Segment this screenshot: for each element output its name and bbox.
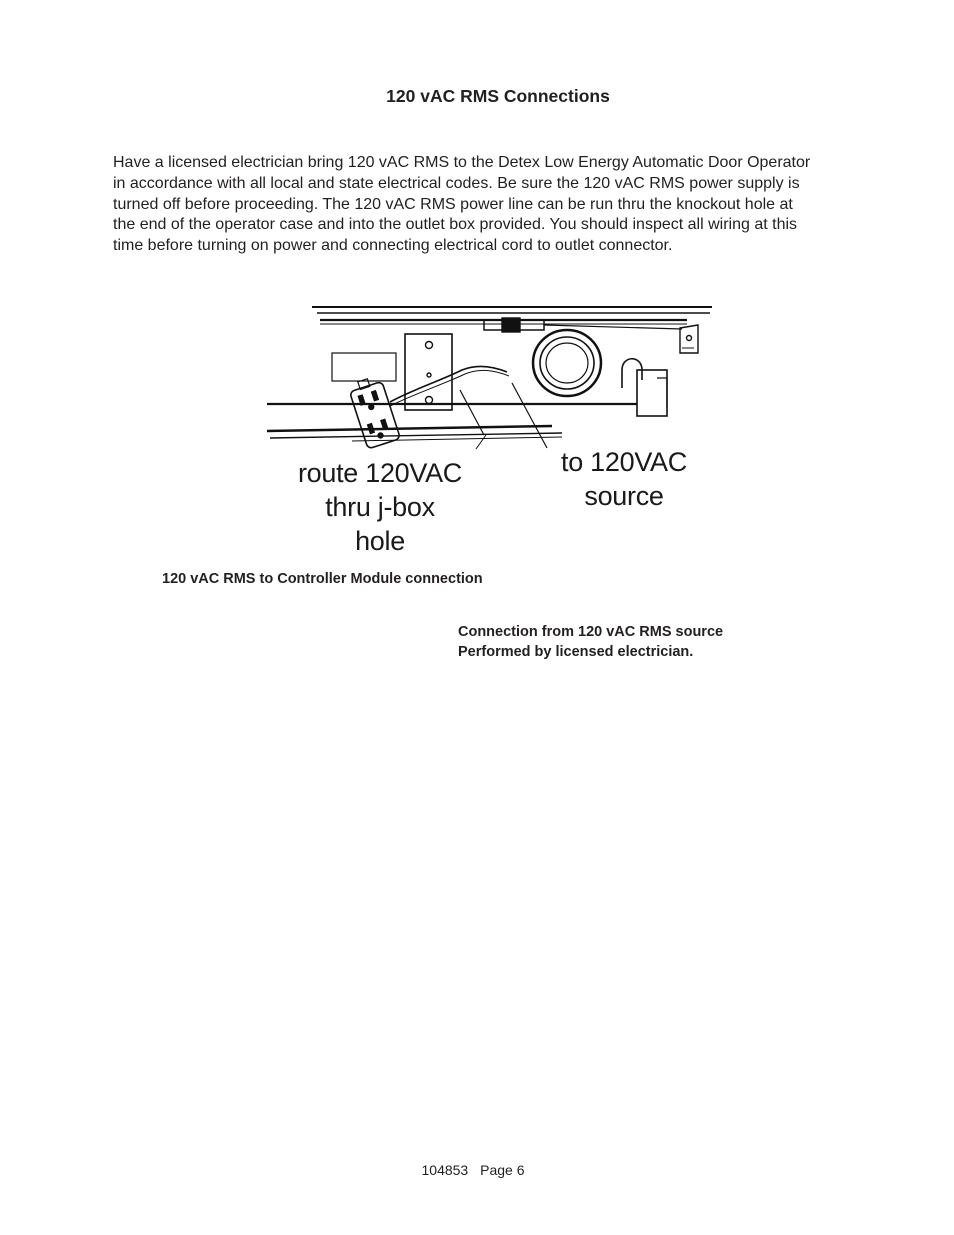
instructions-paragraph: [113, 153, 873, 257]
operator-wiring-illustration: [262, 300, 722, 450]
outlet-receptacle: [347, 375, 400, 449]
page-title: 120 vAC RMS Connections: [386, 86, 610, 106]
paragraph-line: turned off before proceeding. The 120 vAC RMS power line can be run thru the knockout hole at: [113, 195, 793, 213]
paragraph-line: in accordance with all local and state electrical codes. Be sure the 120 vAC RMS power supply is: [113, 174, 800, 192]
callout-line: to 120VAC: [561, 447, 687, 477]
note-line: Connection from 120 vAC RMS source: [458, 624, 724, 640]
coiled-cable: [533, 330, 601, 396]
electrician-note: [458, 623, 723, 662]
paragraph-line: the end of the operator case and into the outlet box provided. You should inspect all wiring at this: [113, 216, 798, 234]
page-footer: [0, 1162, 946, 1178]
figure-caption: 120 vAC RMS to Controller Module connection: [162, 571, 483, 587]
callout-line: source: [584, 481, 664, 511]
callout-line: route 120VAC: [297, 458, 462, 488]
callout-source-label: [543, 445, 705, 513]
paragraph-line: Have a licensed electrician bring 120 vAC RMS to the Detex Low Energy Automatic Door Operator: [113, 154, 811, 171]
callout-line: thru j-box: [325, 492, 435, 522]
paragraph-line: time before turning on power and connecting electrical cord to outlet connector.: [113, 237, 673, 255]
page-number: Page 6: [480, 1162, 525, 1178]
document-number: 104853: [421, 1162, 469, 1178]
callout-line: hole: [355, 526, 405, 556]
note-line: Performed by licensed electrician.: [458, 643, 694, 660]
callout-route-label: [282, 456, 478, 558]
